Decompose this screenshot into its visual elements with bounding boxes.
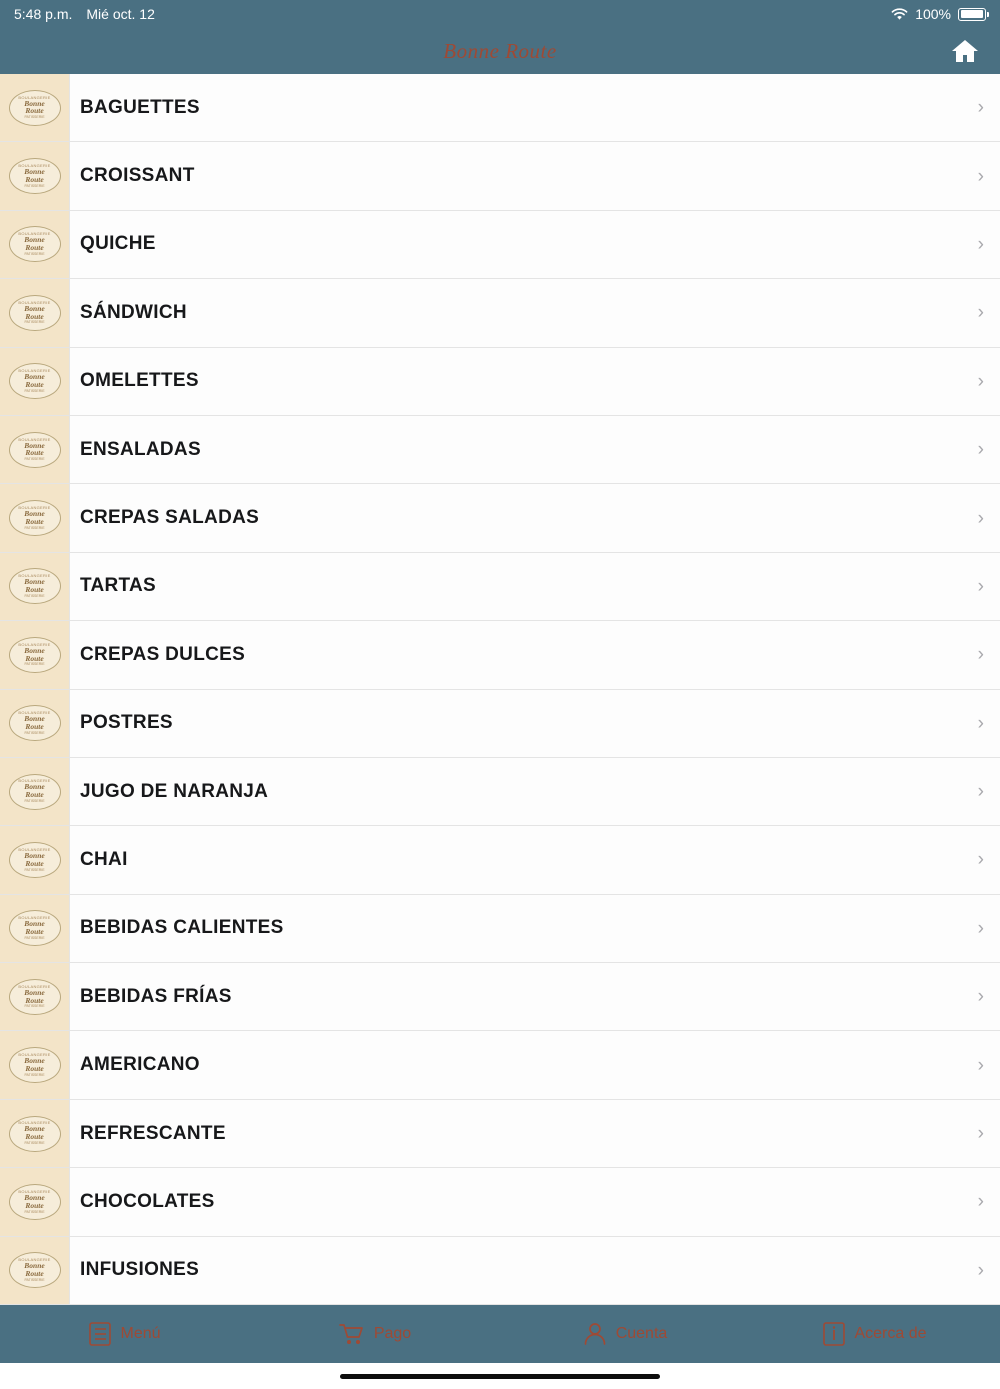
chevron-right-icon: › <box>977 1191 984 1213</box>
category-label: CHAI <box>80 848 128 870</box>
category-thumbnail <box>0 1100 70 1167</box>
brand-logo-top-text: BOULANGERIE <box>18 368 51 374</box>
category-label: CREPAS DULCES <box>80 643 246 665</box>
category-thumbnail <box>0 895 70 962</box>
brand-logo-line2: Route <box>25 995 44 1005</box>
brand-logo-top-text: BOULANGERIE <box>18 162 51 168</box>
menu-category-list[interactable] <box>0 74 1000 1305</box>
list-item[interactable] <box>0 553 1000 621</box>
brand-logo-line1: Bonne <box>24 1124 45 1134</box>
brand-logo-line2: Route <box>25 927 44 937</box>
brand-logo-line2: Route <box>25 790 44 800</box>
brand-logo-bottom-text: PATISSERIE <box>24 1141 45 1146</box>
list-item[interactable] <box>0 758 1000 826</box>
brand-logo-icon <box>9 979 61 1015</box>
brand-logo-line2: Route <box>25 243 44 253</box>
home-indicator[interactable] <box>340 1374 660 1379</box>
category-thumbnail <box>0 553 70 620</box>
category-thumbnail <box>0 963 70 1030</box>
brand-logo-icon <box>9 90 61 126</box>
category-label: CREPAS SALADAS <box>80 507 260 529</box>
brand-logo-top-text: BOULANGERIE <box>18 1257 51 1263</box>
brand-logo-bottom-text: PATISSERIE <box>24 730 45 735</box>
brand-logo-line1: Bonne <box>24 98 45 108</box>
tab-acerca-de[interactable] <box>750 1322 1000 1346</box>
page-title: Bonne Route <box>443 38 557 63</box>
brand-logo-line1: Bonne <box>24 1261 45 1271</box>
brand-logo-line1: Bonne <box>24 508 45 518</box>
brand-logo-top-text: BOULANGERIE <box>18 573 51 579</box>
list-item[interactable] <box>0 279 1000 347</box>
category-thumbnail <box>0 1031 70 1098</box>
brand-logo-bottom-text: PATISSERIE <box>24 183 45 188</box>
list-item[interactable] <box>0 74 1000 142</box>
category-thumbnail <box>0 484 70 551</box>
category-thumbnail <box>0 690 70 757</box>
status-bar-right <box>891 6 986 22</box>
tab-pago[interactable] <box>250 1322 500 1346</box>
category-label: CROISSANT <box>80 165 195 187</box>
brand-logo-top-text: BOULANGERIE <box>18 710 51 716</box>
category-thumbnail <box>0 74 70 141</box>
home-icon[interactable] <box>950 36 980 66</box>
brand-logo-icon <box>9 500 61 536</box>
brand-logo-icon <box>9 774 61 810</box>
list-item[interactable] <box>0 1168 1000 1236</box>
chevron-right-icon: › <box>977 233 984 255</box>
status-date: Mié oct. 12 <box>86 6 155 22</box>
brand-logo-line2: Route <box>25 1132 44 1142</box>
tab-menu-label: Menú <box>120 1325 161 1343</box>
brand-logo-bottom-text: PATISSERIE <box>24 1209 45 1214</box>
chevron-right-icon: › <box>977 370 984 392</box>
list-item[interactable] <box>0 826 1000 894</box>
brand-logo-bottom-text: PATISSERIE <box>24 525 45 530</box>
brand-logo-bottom-text: PATISSERIE <box>24 936 45 940</box>
brand-logo-icon <box>9 1047 61 1083</box>
list-item[interactable] <box>0 211 1000 279</box>
category-label: CHOCOLATES <box>80 1190 215 1212</box>
wifi-icon <box>891 8 908 21</box>
status-bar <box>0 0 1000 28</box>
category-label: TARTAS <box>80 575 157 597</box>
list-item[interactable] <box>0 690 1000 758</box>
category-thumbnail <box>0 211 70 278</box>
category-thumbnail <box>0 1168 70 1235</box>
category-label: BEBIDAS CALIENTES <box>80 917 284 939</box>
chevron-right-icon: › <box>977 439 984 461</box>
brand-logo-line2: Route <box>25 1200 44 1210</box>
brand-logo-line2: Route <box>25 858 44 868</box>
category-label: BAGUETTES <box>80 96 200 118</box>
home-indicator-area <box>0 1363 1000 1389</box>
brand-logo-line2: Route <box>25 174 44 184</box>
brand-logo-bottom-text: PATISSERIE <box>24 1072 45 1077</box>
category-label: QUICHE <box>80 233 156 255</box>
tab-acerca-de-label: Acerca de <box>854 1325 927 1343</box>
brand-logo-line1: Bonne <box>24 440 45 450</box>
list-item[interactable] <box>0 1031 1000 1099</box>
category-thumbnail <box>0 621 70 688</box>
brand-logo-line1: Bonne <box>24 850 45 860</box>
brand-logo-line2: Route <box>25 653 44 663</box>
list-item[interactable] <box>0 1100 1000 1168</box>
brand-logo-bottom-text: PATISSERIE <box>24 594 45 599</box>
chevron-right-icon: › <box>977 917 984 939</box>
tab-cuenta[interactable] <box>500 1322 750 1346</box>
brand-logo-icon <box>9 637 61 673</box>
brand-logo-line1: Bonne <box>24 166 45 176</box>
brand-logo-top-text: BOULANGERIE <box>18 983 51 989</box>
category-label: POSTRES <box>80 712 173 734</box>
category-thumbnail <box>0 826 70 893</box>
brand-logo-icon <box>9 295 61 331</box>
brand-logo-line2: Route <box>25 585 44 595</box>
list-icon <box>89 1322 111 1346</box>
brand-logo-icon <box>9 1252 61 1288</box>
brand-logo-line1: Bonne <box>24 919 45 929</box>
brand-logo-top-text: BOULANGERIE <box>18 778 51 784</box>
chevron-right-icon: › <box>977 849 984 871</box>
brand-logo-line1: Bonne <box>24 577 45 587</box>
brand-logo-line2: Route <box>25 106 44 116</box>
brand-logo-line2: Route <box>25 380 44 389</box>
brand-logo-icon <box>9 432 61 468</box>
brand-logo-top-text: BOULANGERIE <box>18 915 51 921</box>
brand-logo-line1: Bonne <box>24 235 45 245</box>
brand-logo-bottom-text: PATISSERIE <box>24 662 45 667</box>
brand-logo-icon <box>9 1116 61 1152</box>
brand-logo-icon <box>9 842 61 878</box>
list-item[interactable] <box>0 963 1000 1031</box>
category-label: REFRESCANTE <box>80 1122 226 1144</box>
brand-logo-line1: Bonne <box>24 645 45 655</box>
brand-logo-top-text: BOULANGERIE <box>18 94 51 100</box>
brand-logo-bottom-text: PATISSERIE <box>24 115 45 120</box>
category-label: JUGO DE NARANJA <box>80 780 269 802</box>
brand-logo-top-text: BOULANGERIE <box>18 436 51 442</box>
chevron-right-icon: › <box>977 1054 984 1076</box>
person-icon <box>583 1322 607 1346</box>
category-thumbnail <box>0 758 70 825</box>
brand-logo-bottom-text: PATISSERIE <box>24 252 45 257</box>
chevron-right-icon: › <box>977 507 984 529</box>
tab-menu[interactable] <box>0 1322 250 1346</box>
chevron-right-icon: › <box>977 781 984 803</box>
chevron-right-icon: › <box>977 1259 984 1281</box>
category-label: SÁNDWICH <box>80 301 187 323</box>
brand-logo-top-text: BOULANGERIE <box>18 846 51 852</box>
status-bar-left <box>14 6 155 22</box>
battery-icon <box>958 8 986 21</box>
brand-logo-icon <box>9 910 61 946</box>
brand-logo-icon <box>9 226 61 262</box>
list-item[interactable] <box>0 348 1000 416</box>
chevron-right-icon: › <box>977 302 984 324</box>
brand-logo-bottom-text: PATISSERIE <box>24 1277 45 1282</box>
battery-percent: 100% <box>915 6 951 22</box>
brand-logo-line1: Bonne <box>24 303 45 313</box>
chevron-right-icon: › <box>977 712 984 734</box>
list-item[interactable] <box>0 142 1000 210</box>
cart-icon <box>339 1322 365 1346</box>
category-label: AMERICANO <box>80 1054 200 1076</box>
brand-logo-bottom-text: PATISSERIE <box>24 388 45 393</box>
chevron-right-icon: › <box>977 165 984 187</box>
chevron-right-icon: › <box>977 1123 984 1145</box>
brand-logo-bottom-text: PATISSERIE <box>24 799 45 804</box>
brand-logo-top-text: BOULANGERIE <box>18 1188 51 1194</box>
brand-logo-line2: Route <box>25 1063 44 1073</box>
list-item[interactable] <box>0 416 1000 484</box>
brand-logo-line1: Bonne <box>24 1056 45 1066</box>
brand-logo-line1: Bonne <box>24 1192 45 1202</box>
chevron-right-icon: › <box>977 644 984 666</box>
brand-logo-line1: Bonne <box>24 782 45 792</box>
brand-logo-bottom-text: PATISSERIE <box>24 867 45 872</box>
category-label: OMELETTES <box>80 370 199 392</box>
brand-logo-top-text: BOULANGERIE <box>18 1052 51 1058</box>
tab-bar <box>0 1305 1000 1363</box>
brand-logo-line2: Route <box>25 516 44 526</box>
brand-logo-line2: Route <box>25 1269 44 1279</box>
category-thumbnail <box>0 416 70 483</box>
category-thumbnail <box>0 279 70 346</box>
brand-logo-line2: Route <box>25 721 44 731</box>
chevron-right-icon: › <box>977 575 984 597</box>
brand-logo-line2: Route <box>25 448 44 458</box>
brand-logo-bottom-text: PATISSERIE <box>24 1004 45 1009</box>
tab-cuenta-label: Cuenta <box>615 1325 668 1343</box>
brand-logo-top-text: BOULANGERIE <box>18 231 51 237</box>
brand-logo-icon <box>9 363 61 399</box>
brand-logo-line2: Route <box>25 311 44 321</box>
list-item[interactable] <box>0 484 1000 552</box>
brand-logo-icon <box>9 1184 61 1220</box>
brand-logo-icon <box>9 568 61 604</box>
tab-pago-label: Pago <box>373 1325 412 1343</box>
list-item[interactable] <box>0 621 1000 689</box>
brand-logo-bottom-text: PATISSERIE <box>24 320 45 325</box>
brand-logo-top-text: BOULANGERIE <box>18 1120 51 1126</box>
list-item[interactable] <box>0 895 1000 963</box>
brand-logo-icon <box>9 705 61 741</box>
list-item[interactable] <box>0 1237 1000 1305</box>
brand-logo-line1: Bonne <box>24 372 45 382</box>
category-label: ENSALADAS <box>80 438 201 460</box>
brand-logo-top-text: BOULANGERIE <box>18 299 51 305</box>
brand-logo-bottom-text: PATISSERIE <box>24 457 45 462</box>
brand-logo-line1: Bonne <box>24 714 45 724</box>
brand-logo-icon <box>9 158 61 194</box>
category-thumbnail <box>0 142 70 209</box>
brand-logo-line1: Bonne <box>24 987 45 997</box>
info-icon <box>823 1322 845 1346</box>
status-time: 5:48 p.m. <box>14 6 73 22</box>
chevron-right-icon: › <box>977 986 984 1008</box>
category-thumbnail <box>0 348 70 415</box>
category-label: INFUSIONES <box>80 1259 200 1281</box>
brand-logo-top-text: BOULANGERIE <box>18 641 51 647</box>
navigation-bar <box>0 28 1000 74</box>
category-label: BEBIDAS FRÍAS <box>80 985 232 1007</box>
chevron-right-icon: › <box>977 97 984 119</box>
brand-logo-top-text: BOULANGERIE <box>18 504 51 510</box>
category-thumbnail <box>0 1237 70 1304</box>
